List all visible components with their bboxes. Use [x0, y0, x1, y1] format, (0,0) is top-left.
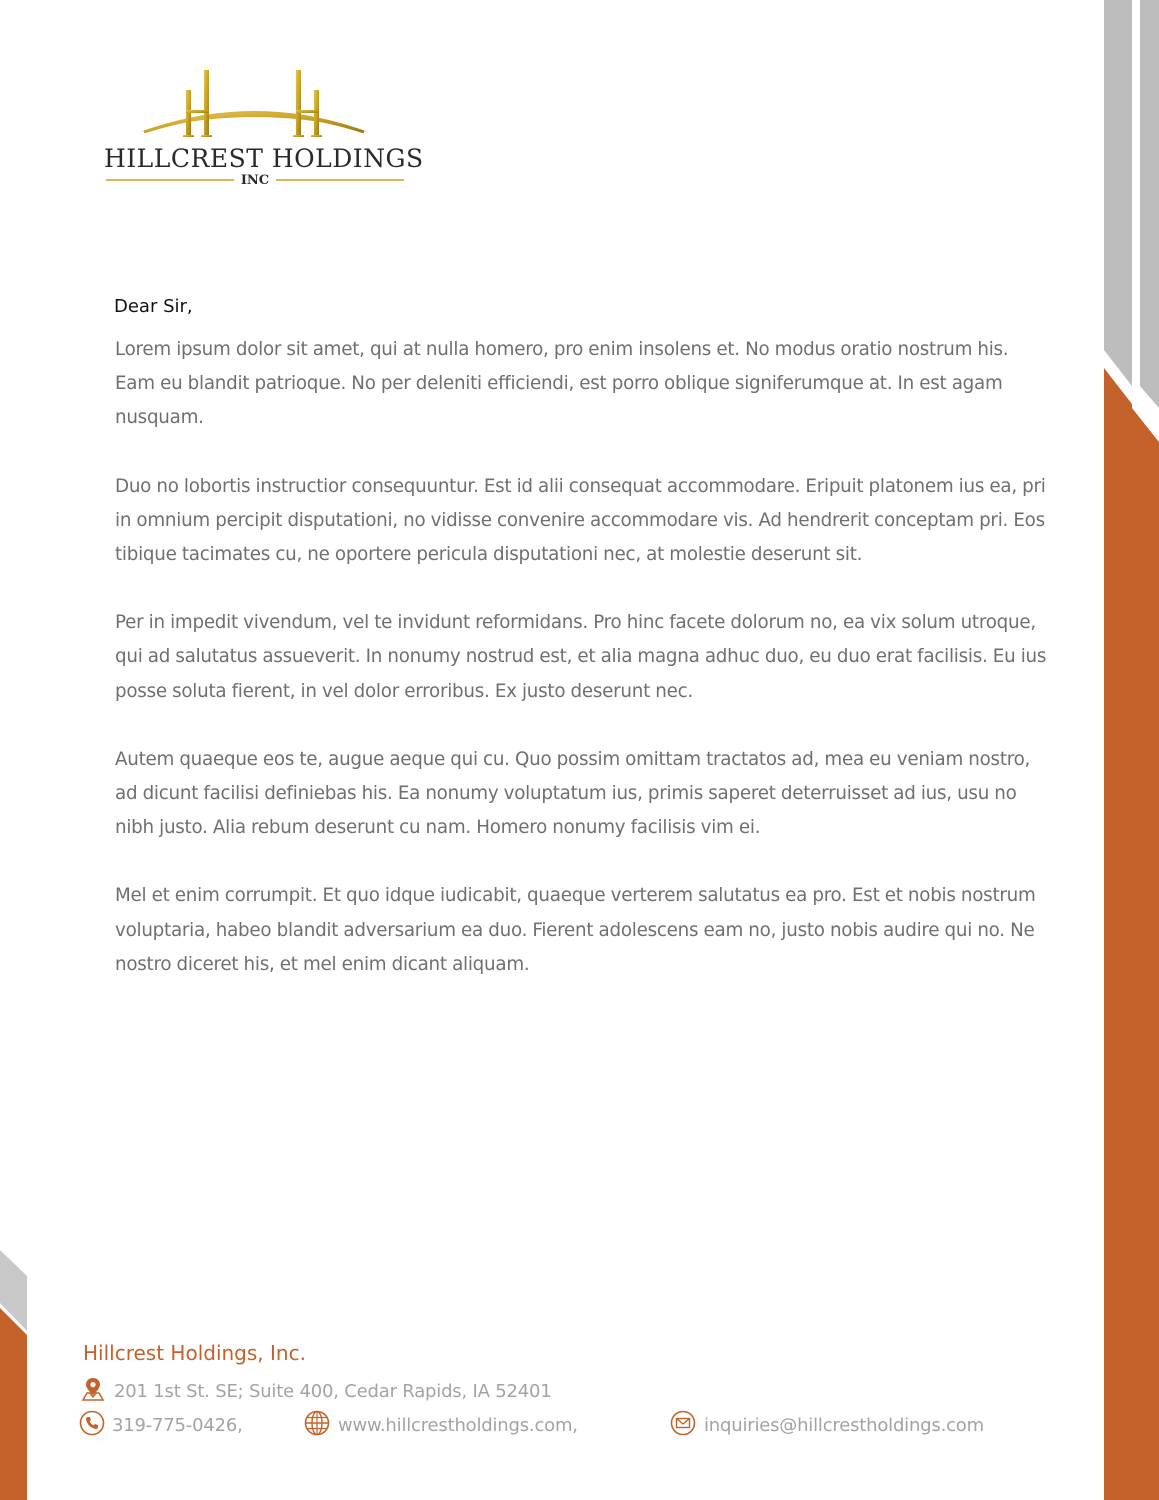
stripe-gray-2	[1140, 0, 1159, 408]
letter-paragraph: Lorem ipsum dolor sit amet, qui at nulla homero, pro enim insolens et. No modus oratio nostrum his. Eam eu blandit patrioque. No per deleniti efficiendi, est porro oblique signiferumque at. In est agam nusquam.	[115, 339, 1009, 429]
letter-paragraph: Autem quaeque eos te, augue aeque qui cu. Quo possim omittam tractatos ad, mea eu veniam nostro, ad dicunt facilisi definiebas his. Ea nonumy voluptatum ius, primis saperet deterruisset ad ius, usu no nibh justo. Alia rebum deserunt cu nam. Homero nonumy facilisis vim ei.	[115, 748, 1031, 839]
location-pin-icon	[80, 1376, 106, 1406]
stripe-orange-1	[1104, 368, 1132, 1500]
letter-paragraph: Mel et enim corrumpit. Et quo idque iudicabit, quaeque verterem salutatus ea pro. Est et nobis nostrum voluptaria, habeo blandit adversarium ea duo. Fierent adolescens eam no, justo nobis audire qui no. Ne nostro diceret his, et mel enim dicant aliquam.	[115, 885, 1036, 975]
footer-phone[interactable]: 319-775-0426,	[112, 1414, 243, 1436]
letter-paragraph: Per in impedit vivendum, vel te invidunt reformidans. Pro hinc facete dolorum no, ea vix solum utroque, qui ad salutatus assueverit. In nonumy nostrud est, et alia magna adhuc duo, eu duo erat facilisis. Eu ius posse soluta fierent, in vel dolor erroribus. Ex justo deserunt nec.	[115, 612, 1047, 702]
footer-email-row	[670, 1410, 984, 1440]
phone-icon	[79, 1410, 105, 1440]
logo-company-name: HILLCREST HOLDINGS	[104, 144, 424, 173]
letter-body	[115, 333, 1050, 1016]
footer-website[interactable]: www.hillcrestholdings.com,	[338, 1414, 578, 1436]
letter-paragraph: Duo no lobortis instructior consequuntur. Est id alii consequat accommodare. Eripuit platonem ius ea, pri in omnium percipit disputationi, no vidisse convenire accommodare vis. Ad hendrerit conceptam pri. Eos tibique tacimates cu, ne oportere pericula disputationi nec, at molestie deserunt sit.	[115, 475, 1046, 566]
footer-address: 201 1st St. SE; Suite 400, Cedar Rapids, IA 52401	[114, 1380, 552, 1402]
stripe-orange-2	[1132, 408, 1159, 1500]
envelope-icon	[670, 1410, 696, 1440]
letter-salutation: Dear Sir,	[114, 296, 193, 317]
company-logo	[100, 62, 424, 192]
globe-icon	[304, 1410, 330, 1440]
footer-phone-row	[79, 1410, 243, 1440]
footer-company-name: Hillcrest Holdings, Inc.	[83, 1341, 306, 1365]
logo-company-suffix: INC	[240, 173, 270, 188]
stripe-orange-left	[0, 1308, 27, 1500]
footer-email[interactable]: inquiries@hillcrestholdings.com	[704, 1414, 984, 1436]
footer-website-row	[304, 1410, 578, 1440]
stripe-gray-1	[1104, 0, 1132, 386]
logo-mark-icon	[100, 62, 410, 142]
footer-address-row	[80, 1376, 552, 1406]
